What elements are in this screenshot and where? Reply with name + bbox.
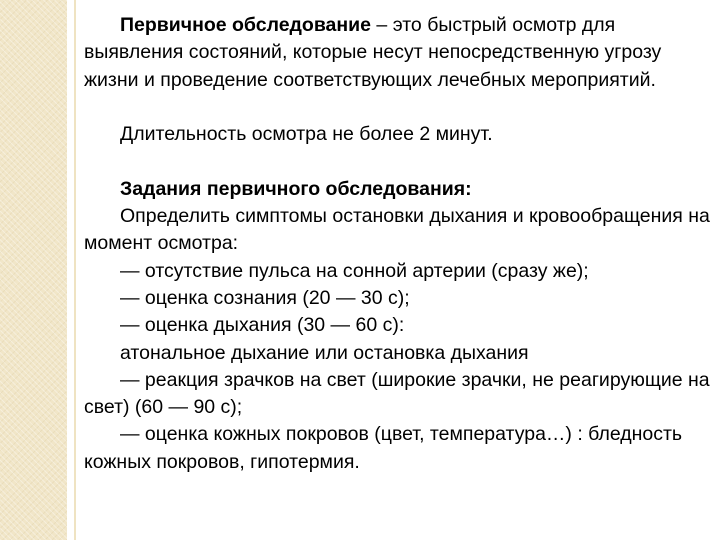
task-line-pulse: — отсутствие пульса на сонной артерии (сразу же); [120, 259, 589, 282]
decorative-side-strip [0, 0, 67, 540]
intro-definition: – это быстрый осмотр для выявления состояний, которые несут непосредственную угрозу жизни и проведение соответствующих лечебных мероприятий. [84, 14, 662, 91]
tasks-heading: Задания первичного обследования: [120, 177, 472, 200]
task-line-pupils: — реакция зрачков на свет (широкие зрачки, не реагирующие на свет) (60 — 90 с); [84, 368, 710, 419]
duration-paragraph: Длительность осмотра не более 2 минут. [120, 123, 493, 146]
task-line-consciousness: — оценка сознания (20 — 30 с); [120, 286, 410, 309]
spacer [84, 94, 710, 121]
task-line-breathing: — оценка дыхания (30 — 60 с): [120, 314, 405, 337]
decorative-side-line [74, 0, 76, 540]
task-line-skin: — оценка кожных покровов (цвет, температура…) : бледность кожных покровов, гипотермия. [84, 423, 683, 473]
task-line-agonal: атональное дыхание или остановка дыхания [120, 341, 529, 364]
intro-paragraph [84, 12, 710, 94]
intro-term: Первичное обследование [120, 14, 372, 36]
spacer [84, 148, 710, 175]
slide-text [84, 12, 710, 476]
task-line-symptoms: Определить симптомы остановки дыхания и кровообращения на момент осмотра: [84, 205, 710, 255]
